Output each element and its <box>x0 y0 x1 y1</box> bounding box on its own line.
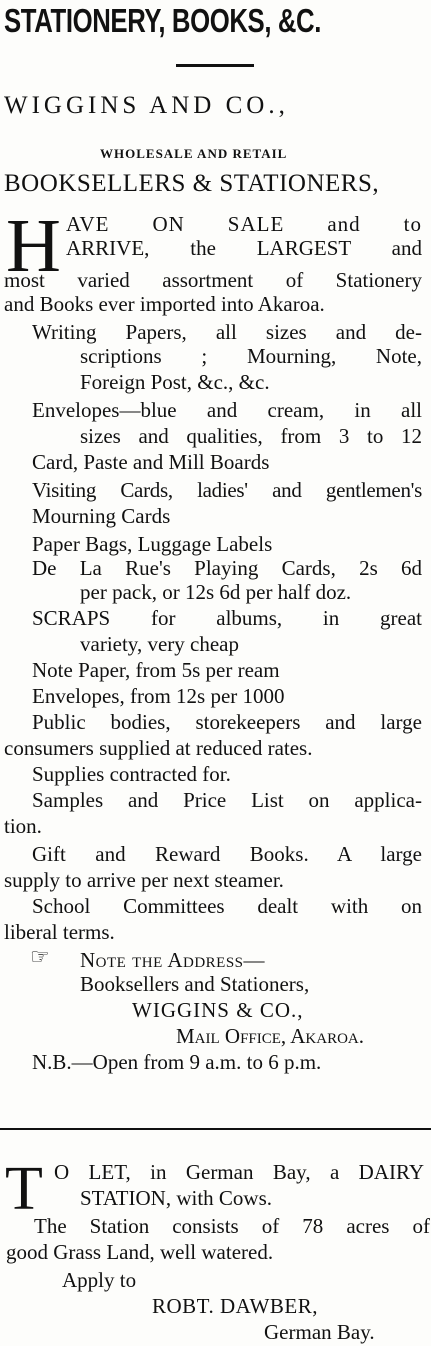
note-line: Mail Office, Akaroa. <box>176 1024 365 1048</box>
pointing-hand-icon: ☞ <box>30 944 50 969</box>
note-label: Note the Address— <box>80 948 266 972</box>
list-item: per pack, or 12s 6d per half doz. <box>80 580 352 604</box>
page-title: STATIONERY, BOOKS, &C. <box>4 2 322 39</box>
list-item: scriptions ; Mourning, Note, <box>80 344 422 368</box>
list-item: sizes and qualities, from 3 to 12 <box>80 424 422 448</box>
drop-cap: T <box>5 1155 43 1223</box>
list-item: Supplies contracted for. <box>32 762 231 786</box>
drop-cap: H <box>6 204 61 288</box>
list-item: Visiting Cards, ladies' and gentlemen's <box>32 478 422 502</box>
list-item: SCRAPS for albums, in great <box>32 606 422 630</box>
divider <box>0 1128 431 1130</box>
ad-line: good Grass Land, well watered. <box>6 1240 274 1264</box>
note-firm: WIGGINS & CO., <box>132 998 304 1022</box>
firm-subtitle: WHOLESALE AND RETAIL <box>100 146 288 161</box>
list-item: Writing Papers, all sizes and de- <box>32 320 422 344</box>
list-item: School Committees dealt with on <box>32 894 422 918</box>
ad-line: STATION, with Cows. <box>80 1186 272 1210</box>
list-item: Public bodies, storekeepers and large <box>32 710 422 734</box>
ad-line: The Station consists of 78 acres of <box>34 1214 430 1238</box>
list-item: Paper Bags, Luggage Labels <box>32 532 273 556</box>
ad-line: Apply to <box>62 1268 137 1292</box>
ad-contact: German Bay. <box>264 1320 375 1344</box>
list-item: Samples and Price List on applica- <box>32 788 422 812</box>
intro-line: ARRIVE, the LARGEST and <box>66 236 422 260</box>
firm-name: WIGGINS AND CO., <box>4 92 289 119</box>
divider <box>176 64 254 67</box>
intro-line: and Books ever imported into Akaroa. <box>4 292 325 316</box>
list-item: variety, very cheap <box>80 632 239 656</box>
list-item: Foreign Post, &c., &c. <box>80 370 270 394</box>
list-item: De La Rue's Playing Cards, 2s 6d <box>32 556 422 580</box>
list-item: Card, Paste and Mill Boards <box>32 450 270 474</box>
list-item: liberal terms. <box>4 920 115 944</box>
intro-line: AVE ON SALE and to <box>66 212 422 236</box>
list-item: consumers supplied at reduced rates. <box>4 736 313 760</box>
opening-hours: N.B.—Open from 9 a.m. to 6 p.m. <box>32 1050 322 1074</box>
list-item: Note Paper, from 5s per ream <box>32 658 280 682</box>
ad-contact: ROBT. DAWBER, <box>152 1294 319 1318</box>
list-item: tion. <box>4 814 42 838</box>
intro-line: most varied assortment of Stationery <box>4 268 422 292</box>
note-line: Booksellers and Stationers, <box>80 972 310 996</box>
ad-line: O LET, in German Bay, a DAIRY <box>54 1160 424 1184</box>
list-item: supply to arrive per next steamer. <box>4 868 284 892</box>
list-item: Mourning Cards <box>32 504 171 528</box>
list-item: Gift and Reward Books. A large <box>32 842 422 866</box>
list-item: Envelopes, from 12s per 1000 <box>32 684 285 708</box>
list-item: Envelopes—blue and cream, in all <box>32 398 422 422</box>
trade-heading: BOOKSELLERS & STATIONERS, <box>4 170 380 197</box>
